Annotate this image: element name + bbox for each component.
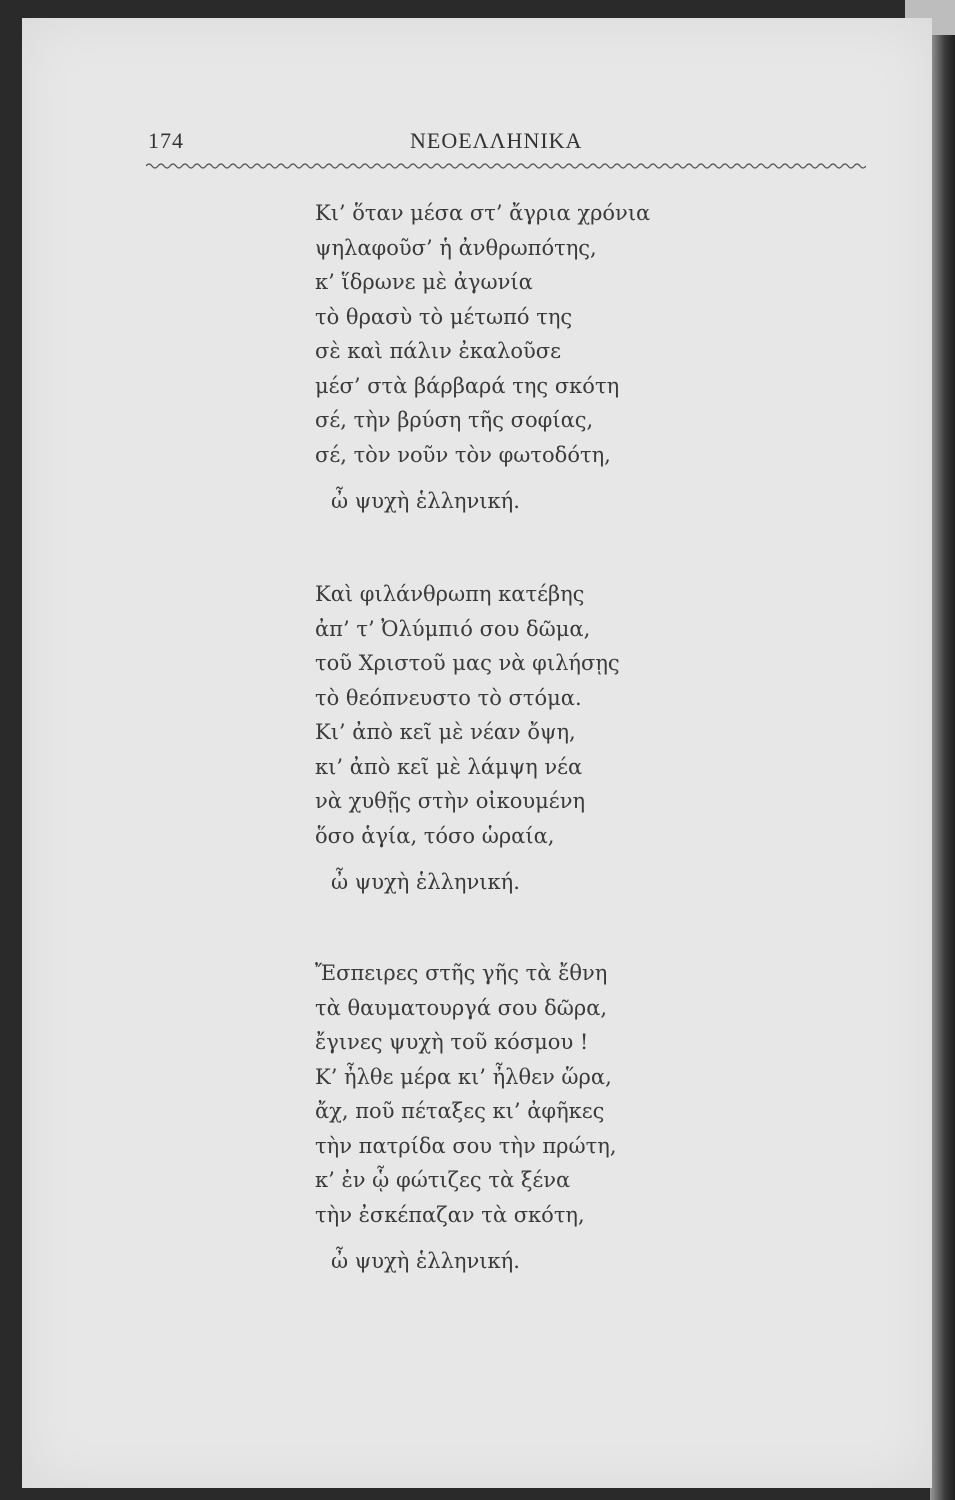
page-number: 174 xyxy=(148,128,184,153)
poem-line: Ἔσπειρες στῆς γῆς τὰ ἔθνη xyxy=(315,961,608,985)
poem-line: τοῦ Χριστοῦ μας νὰ φιλήσῃς xyxy=(315,651,620,675)
poem-line: Κι’ ἀπὸ κεῖ μὲ νέαν ὄψη, xyxy=(315,720,576,744)
poem-line: Κι’ ὅταν μέσα στ’ ἄγρια χρόνια xyxy=(315,201,651,225)
wavy-rule xyxy=(146,160,866,172)
stanza-3 xyxy=(315,956,617,1279)
poem-line: τὴν ἐσκέπαζαν τὰ σκότη, xyxy=(315,1202,585,1227)
refrain-line: ὦ ψυχὴ ἑλληνική. xyxy=(331,870,520,894)
poem-line: σέ, τὴν βρύση τῆς σοφίας, xyxy=(315,408,594,432)
poem-line: ἄχ, ποῦ πέταξες κι’ ἀφῆκες xyxy=(315,1099,605,1123)
poem-line: ὅσο ἁγία, τόσο ὡραία, xyxy=(315,823,555,848)
poem-line: Καὶ φιλάνθρωπη κατέβης xyxy=(315,582,585,606)
stanza-2 xyxy=(315,577,620,900)
poem-line: μέσ’ στὰ βάρβαρά της σκότη xyxy=(315,373,620,398)
page-header xyxy=(148,128,863,158)
poem-line: σὲ καὶ πάλιν ἐκαλοῦσε xyxy=(315,339,561,363)
book-spine-edge xyxy=(930,35,955,1500)
stanza-1 xyxy=(315,196,650,519)
poem-line: κ’ ἐν ᾧ φώτιζες τὰ ξένα xyxy=(315,1168,571,1192)
poem-line: ἀπ’ τ’ Ὀλύμπιό σου δῶμα, xyxy=(315,616,591,641)
poem-line: τὰ θαυματουργά σου δῶρα, xyxy=(315,995,608,1020)
refrain-line: ὦ ψυχὴ ἑλληνική. xyxy=(331,489,520,513)
poem-line: τὸ θεόπνευστο τὸ στόμα. xyxy=(315,685,582,710)
poem-line: σέ, τὸν νοῦν τὸν φωτοδότη, xyxy=(315,442,611,467)
poem-line: Κ’ ἦλθε μέρα κι’ ἦλθεν ὥρα, xyxy=(315,1064,612,1089)
poem-line: τὴν πατρίδα σου τὴν πρώτη, xyxy=(315,1133,617,1158)
poem-line: ἔγινες ψυχὴ τοῦ κόσμου ! xyxy=(315,1030,589,1054)
running-title: ΝΕΟΕΛΛΗΝΙΚΑ xyxy=(410,128,583,153)
poem-line: τὸ θρασὺ τὸ μέτωπό της xyxy=(315,304,573,329)
poem-line: κ’ ἵδρωνε μὲ ἀγωνία xyxy=(315,270,533,294)
poem-line: κι’ ἀπὸ κεῖ μὲ λάμψη νέα xyxy=(315,754,583,779)
poem-line: ψηλαφοῦσ’ ἡ ἀνθρωπότης, xyxy=(315,235,597,260)
poem-line: νὰ χυθῇς στὴν οἰκουμένη xyxy=(315,789,586,813)
refrain-line: ὦ ψυχὴ ἑλληνική. xyxy=(331,1249,520,1273)
